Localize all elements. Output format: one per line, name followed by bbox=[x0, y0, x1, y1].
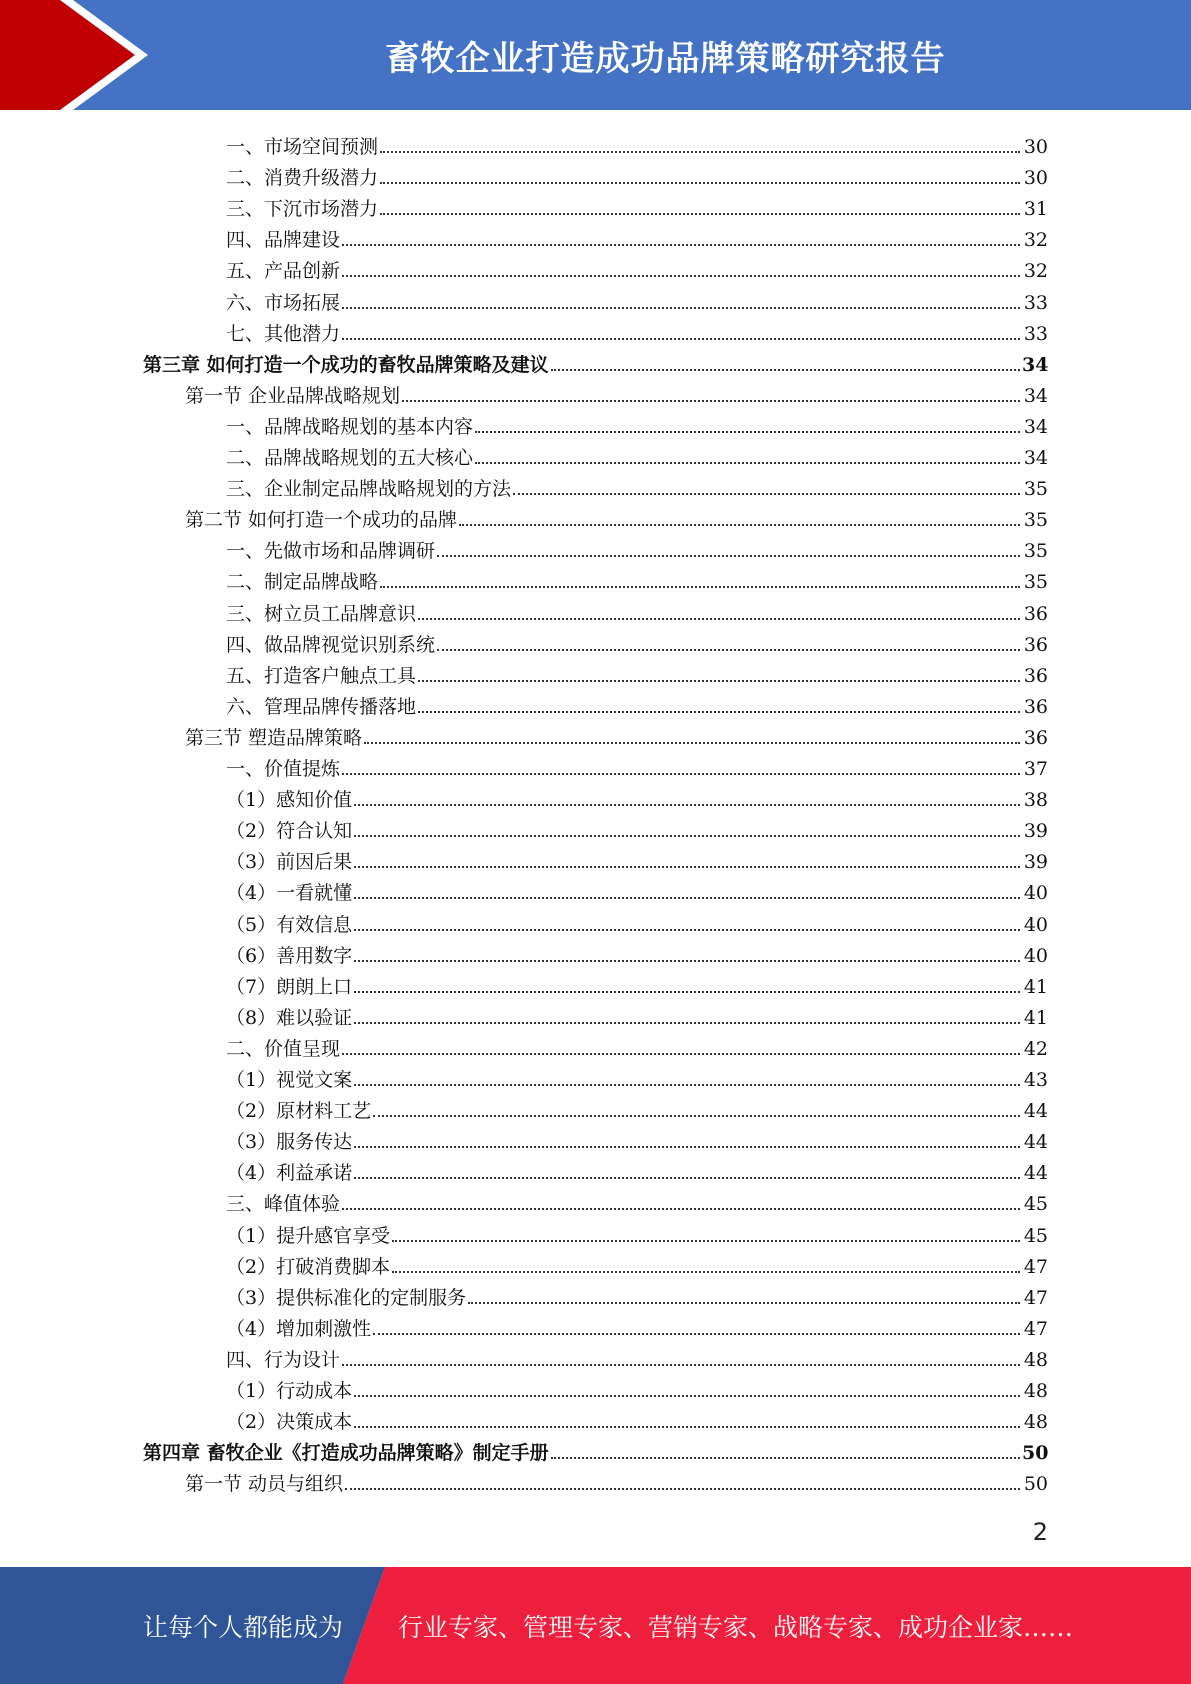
toc-entry-page: 34 bbox=[1023, 415, 1048, 438]
toc-dot-leader bbox=[342, 275, 1020, 277]
toc-entry-page: 35 bbox=[1023, 478, 1048, 501]
toc-entry-title: 七、其他潜力 bbox=[226, 322, 341, 345]
toc-entry-page: 45 bbox=[1023, 1224, 1048, 1247]
toc-entry-page: 41 bbox=[1023, 1006, 1048, 1029]
toc-entry-title: （4）一看就懂 bbox=[226, 882, 353, 905]
toc-subsection-entry[interactable] bbox=[226, 998, 1048, 1029]
toc-subsection-entry[interactable] bbox=[226, 1278, 1048, 1309]
toc-subsection-entry[interactable] bbox=[226, 1340, 1048, 1371]
toc-entry-page: 48 bbox=[1023, 1411, 1048, 1434]
toc-entry-page: 47 bbox=[1023, 1255, 1048, 1278]
toc-entry-title: 第一节 动员与组织 bbox=[185, 1473, 344, 1496]
toc-entry-title: （2）符合认知 bbox=[226, 820, 353, 843]
toc-entry-page: 40 bbox=[1023, 882, 1048, 905]
toc-dot-leader bbox=[437, 555, 1020, 557]
toc-dot-leader bbox=[459, 524, 1020, 526]
toc-dot-leader bbox=[437, 649, 1020, 651]
toc-dot-leader bbox=[354, 929, 1020, 931]
page-footer bbox=[0, 1567, 1191, 1684]
toc-entry-title: 一、先做市场和品牌调研 bbox=[226, 540, 436, 563]
toc-subsection-entry[interactable] bbox=[226, 687, 1048, 718]
toc-dot-leader bbox=[354, 835, 1020, 837]
toc-entry-title: 六、管理品牌传播落地 bbox=[226, 695, 417, 718]
toc-subsection-entry[interactable] bbox=[226, 1060, 1048, 1091]
toc-subsection-entry[interactable] bbox=[226, 1309, 1048, 1340]
toc-entry-title: 第三节 塑造品牌策略 bbox=[185, 726, 363, 749]
toc-entry-title: （2）原材料工艺 bbox=[226, 1100, 372, 1123]
toc-entry-page: 36 bbox=[1023, 664, 1048, 687]
toc-entry-title: 一、价值提炼 bbox=[226, 758, 341, 780]
toc-entry-page: 35 bbox=[1023, 509, 1048, 532]
toc-subsection-entry[interactable] bbox=[226, 127, 1048, 158]
toc-subsection-entry[interactable] bbox=[226, 873, 1048, 904]
toc-entry-page: 34 bbox=[1023, 384, 1048, 407]
toc-dot-leader bbox=[342, 244, 1020, 246]
toc-subsection-entry[interactable] bbox=[226, 1122, 1048, 1153]
toc-dot-leader bbox=[354, 1395, 1020, 1397]
toc-subsection-entry[interactable] bbox=[226, 842, 1048, 873]
toc-section-entry[interactable] bbox=[185, 500, 1048, 531]
toc-entry-title: （3）前因后果 bbox=[226, 851, 353, 874]
toc-entry-title: 六、市场拓展 bbox=[226, 291, 341, 314]
toc-chapter-entry[interactable] bbox=[143, 1433, 1048, 1464]
toc-subsection-entry[interactable] bbox=[226, 438, 1048, 469]
toc-entry-page: 39 bbox=[1023, 851, 1048, 874]
toc-entry-title: 第三章 如何打造一个成功的畜牧品牌策略及建议 bbox=[143, 353, 549, 376]
toc-subsection-entry[interactable] bbox=[226, 749, 1048, 780]
toc-entry-title: 三、下沉市场潜力 bbox=[226, 198, 379, 221]
toc-entry-page: 48 bbox=[1023, 1348, 1048, 1371]
toc-section-entry[interactable] bbox=[185, 376, 1048, 407]
toc-dot-leader bbox=[342, 307, 1020, 309]
toc-dot-leader bbox=[551, 369, 1020, 371]
footer-roles: 行业专家、管理专家、营销专家、战略专家、成功企业家…… bbox=[398, 1612, 1074, 1642]
toc-entry-page: 44 bbox=[1023, 1162, 1048, 1185]
toc-entry-title: 三、峰值体验 bbox=[226, 1193, 341, 1216]
toc-entry-title: 五、产品创新 bbox=[226, 260, 341, 283]
toc-entry-title: （5）有效信息 bbox=[226, 913, 353, 936]
toc-entry-title: 第四章 畜牧企业《打造成功品牌策略》制定手册 bbox=[143, 1442, 549, 1465]
toc-entry-page: 34 bbox=[1022, 353, 1049, 376]
toc-entry-page: 30 bbox=[1023, 167, 1048, 190]
toc-dot-leader bbox=[392, 1240, 1020, 1242]
toc-subsection-entry[interactable] bbox=[226, 656, 1048, 687]
toc-entry-title: （2）打破消费脚本 bbox=[226, 1255, 391, 1278]
toc-dot-leader bbox=[402, 400, 1020, 402]
toc-dot-leader bbox=[364, 742, 1020, 744]
toc-subsection-entry[interactable] bbox=[226, 594, 1048, 625]
page-header bbox=[0, 0, 1191, 110]
toc-entry-page: 32 bbox=[1023, 229, 1048, 252]
toc-entry-title: （1）感知价值 bbox=[226, 789, 353, 812]
footer-slogan: 让每个人都能成为 bbox=[143, 1612, 344, 1642]
toc-dot-leader bbox=[392, 1271, 1020, 1273]
toc-entry-page: 30 bbox=[1023, 136, 1048, 158]
toc-subsection-entry[interactable] bbox=[226, 314, 1048, 345]
toc-dot-leader bbox=[342, 338, 1020, 340]
toc-entry-page: 44 bbox=[1023, 1131, 1048, 1154]
toc-entry-title: 第一节 企业品牌战略规划 bbox=[185, 384, 401, 407]
toc-entry-page: 40 bbox=[1023, 944, 1048, 967]
toc-entry-page: 34 bbox=[1023, 447, 1048, 469]
toc-dot-leader bbox=[373, 1115, 1020, 1117]
toc-dot-leader bbox=[354, 897, 1020, 899]
toc-entry-page: 39 bbox=[1023, 820, 1048, 843]
toc-dot-leader bbox=[380, 586, 1020, 588]
toc-entry-page: 47 bbox=[1023, 1286, 1048, 1309]
toc-entry-title: 四、做品牌视觉识别系统 bbox=[226, 633, 436, 656]
toc-subsection-entry[interactable] bbox=[226, 1247, 1048, 1278]
toc-entry-title: 二、制定品牌战略 bbox=[226, 571, 379, 594]
toc-entry-page: 50 bbox=[1023, 1473, 1048, 1496]
toc-entry-title: 三、树立员工品牌意识 bbox=[226, 602, 417, 625]
toc-dot-leader bbox=[354, 866, 1020, 868]
toc-entry-page: 38 bbox=[1023, 789, 1048, 812]
toc-subsection-entry[interactable] bbox=[226, 936, 1048, 967]
toc-dot-leader bbox=[513, 493, 1020, 495]
toc-subsection-entry[interactable] bbox=[226, 967, 1048, 998]
toc-entry-page: 42 bbox=[1023, 1037, 1048, 1060]
toc-entry-page: 44 bbox=[1023, 1100, 1048, 1123]
toc-dot-leader bbox=[418, 680, 1020, 682]
toc-entry-title: （4）利益承诺 bbox=[226, 1162, 353, 1185]
toc-entry-title: 二、品牌战略规划的五大核心 bbox=[226, 447, 474, 469]
toc-subsection-entry[interactable] bbox=[226, 469, 1048, 500]
toc-section-entry[interactable] bbox=[185, 718, 1048, 749]
toc-dot-leader bbox=[354, 960, 1020, 962]
toc-entry-title: 二、价值呈现 bbox=[226, 1037, 341, 1060]
toc-subsection-entry[interactable] bbox=[226, 780, 1048, 811]
toc-entry-title: （1）提升感官享受 bbox=[226, 1224, 391, 1247]
toc-dot-leader bbox=[418, 618, 1020, 620]
toc-dot-leader bbox=[354, 1022, 1020, 1024]
toc-entry-page: 37 bbox=[1023, 758, 1048, 780]
toc-dot-leader bbox=[551, 1457, 1020, 1459]
toc-entry-title: 四、行为设计 bbox=[226, 1348, 341, 1371]
toc-subsection-entry[interactable] bbox=[226, 189, 1048, 220]
toc-dot-leader bbox=[354, 1146, 1020, 1148]
toc-entry-title: （6）善用数字 bbox=[226, 944, 353, 967]
toc-subsection-entry[interactable] bbox=[226, 220, 1048, 251]
toc-dot-leader bbox=[475, 431, 1020, 433]
toc-subsection-entry[interactable] bbox=[226, 251, 1048, 282]
toc-subsection-entry[interactable] bbox=[226, 407, 1048, 438]
toc-entry-title: 一、市场空间预测 bbox=[226, 136, 379, 158]
toc-dot-leader bbox=[380, 182, 1020, 184]
toc-entry-page: 47 bbox=[1023, 1317, 1048, 1340]
toc-dot-leader bbox=[342, 1364, 1020, 1366]
toc-dot-leader bbox=[468, 1302, 1020, 1304]
toc-entry-title: 一、品牌战略规划的基本内容 bbox=[226, 415, 474, 438]
toc-entry-title: （4）增加刺激性 bbox=[226, 1317, 372, 1340]
page-number: 2 bbox=[1032, 1518, 1048, 1546]
toc-entry-page: 35 bbox=[1023, 540, 1048, 563]
toc-entry-title: （3）服务传达 bbox=[226, 1131, 353, 1154]
toc-subsection-entry[interactable] bbox=[226, 1153, 1048, 1184]
toc-dot-leader bbox=[345, 1488, 1020, 1490]
toc-dot-leader bbox=[354, 991, 1020, 993]
toc-subsection-entry[interactable] bbox=[226, 1402, 1048, 1433]
toc-entry-page: 31 bbox=[1023, 198, 1048, 221]
toc-entry-page: 41 bbox=[1023, 975, 1048, 998]
toc-entry-page: 48 bbox=[1023, 1380, 1048, 1402]
toc-dot-leader bbox=[354, 1177, 1020, 1179]
toc-entry-page: 36 bbox=[1023, 633, 1048, 656]
toc-dot-leader bbox=[342, 773, 1020, 775]
toc-entry-page: 33 bbox=[1023, 322, 1048, 345]
toc-entry-title: 二、消费升级潜力 bbox=[226, 167, 379, 190]
toc-dot-leader bbox=[380, 151, 1020, 153]
toc-entry-page: 45 bbox=[1023, 1193, 1048, 1216]
toc-entry-title: （8）难以验证 bbox=[226, 1006, 353, 1029]
toc-entry-title: （1）视觉文案 bbox=[226, 1069, 353, 1091]
toc-dot-leader bbox=[342, 1053, 1020, 1055]
toc-subsection-entry[interactable] bbox=[226, 905, 1048, 936]
toc-entry-page: 32 bbox=[1023, 260, 1048, 283]
toc-subsection-entry[interactable] bbox=[226, 531, 1048, 562]
toc-entry-title: 五、打造客户触点工具 bbox=[226, 664, 417, 687]
toc-entry-title: （1）行动成本 bbox=[226, 1380, 353, 1402]
toc-entry-page: 43 bbox=[1023, 1069, 1048, 1091]
toc-dot-leader bbox=[354, 1426, 1020, 1428]
toc-chapter-entry[interactable] bbox=[143, 345, 1048, 376]
toc-entry-title: （7）朗朗上口 bbox=[226, 975, 353, 998]
toc-entry-title: 四、品牌建设 bbox=[226, 229, 341, 252]
toc-entry-title: 第二节 如何打造一个成功的品牌 bbox=[185, 509, 458, 532]
toc-entry-page: 36 bbox=[1023, 695, 1048, 718]
toc-subsection-entry[interactable] bbox=[226, 1029, 1048, 1060]
toc-dot-leader bbox=[342, 1208, 1020, 1210]
toc-dot-leader bbox=[380, 213, 1020, 215]
toc-entry-page: 33 bbox=[1023, 291, 1048, 314]
toc-subsection-entry[interactable] bbox=[226, 1371, 1048, 1402]
toc-entry-title: 三、企业制定品牌战略规划的方法 bbox=[226, 478, 512, 501]
toc-entry-page: 40 bbox=[1023, 913, 1048, 936]
toc-dot-leader bbox=[354, 1084, 1020, 1086]
toc-entry-page: 50 bbox=[1022, 1442, 1049, 1465]
toc-subsection-entry[interactable] bbox=[226, 1184, 1048, 1215]
toc-dot-leader bbox=[373, 1333, 1020, 1335]
toc-entry-page: 36 bbox=[1023, 602, 1048, 625]
toc-subsection-entry[interactable] bbox=[226, 625, 1048, 656]
toc-section-entry[interactable] bbox=[185, 1464, 1048, 1495]
toc-subsection-entry[interactable] bbox=[226, 283, 1048, 314]
toc-dot-leader bbox=[418, 711, 1020, 713]
toc-entry-page: 35 bbox=[1023, 571, 1048, 594]
chevron-arrow-icon bbox=[0, 0, 160, 110]
toc-subsection-entry[interactable] bbox=[226, 1216, 1048, 1247]
toc-subsection-entry[interactable] bbox=[226, 1091, 1048, 1122]
toc-dot-leader bbox=[354, 804, 1020, 806]
toc-subsection-entry[interactable] bbox=[226, 811, 1048, 842]
toc-entry-title: （2）决策成本 bbox=[226, 1411, 353, 1434]
toc-entry-page: 36 bbox=[1023, 726, 1048, 749]
toc-subsection-entry[interactable] bbox=[226, 562, 1048, 593]
toc-entry-title: （3）提供标准化的定制服务 bbox=[226, 1286, 467, 1309]
toc-dot-leader bbox=[475, 462, 1020, 464]
document-title: 畜牧企业打造成功品牌策略研究报告 bbox=[385, 38, 946, 79]
toc-subsection-entry[interactable] bbox=[226, 158, 1048, 189]
